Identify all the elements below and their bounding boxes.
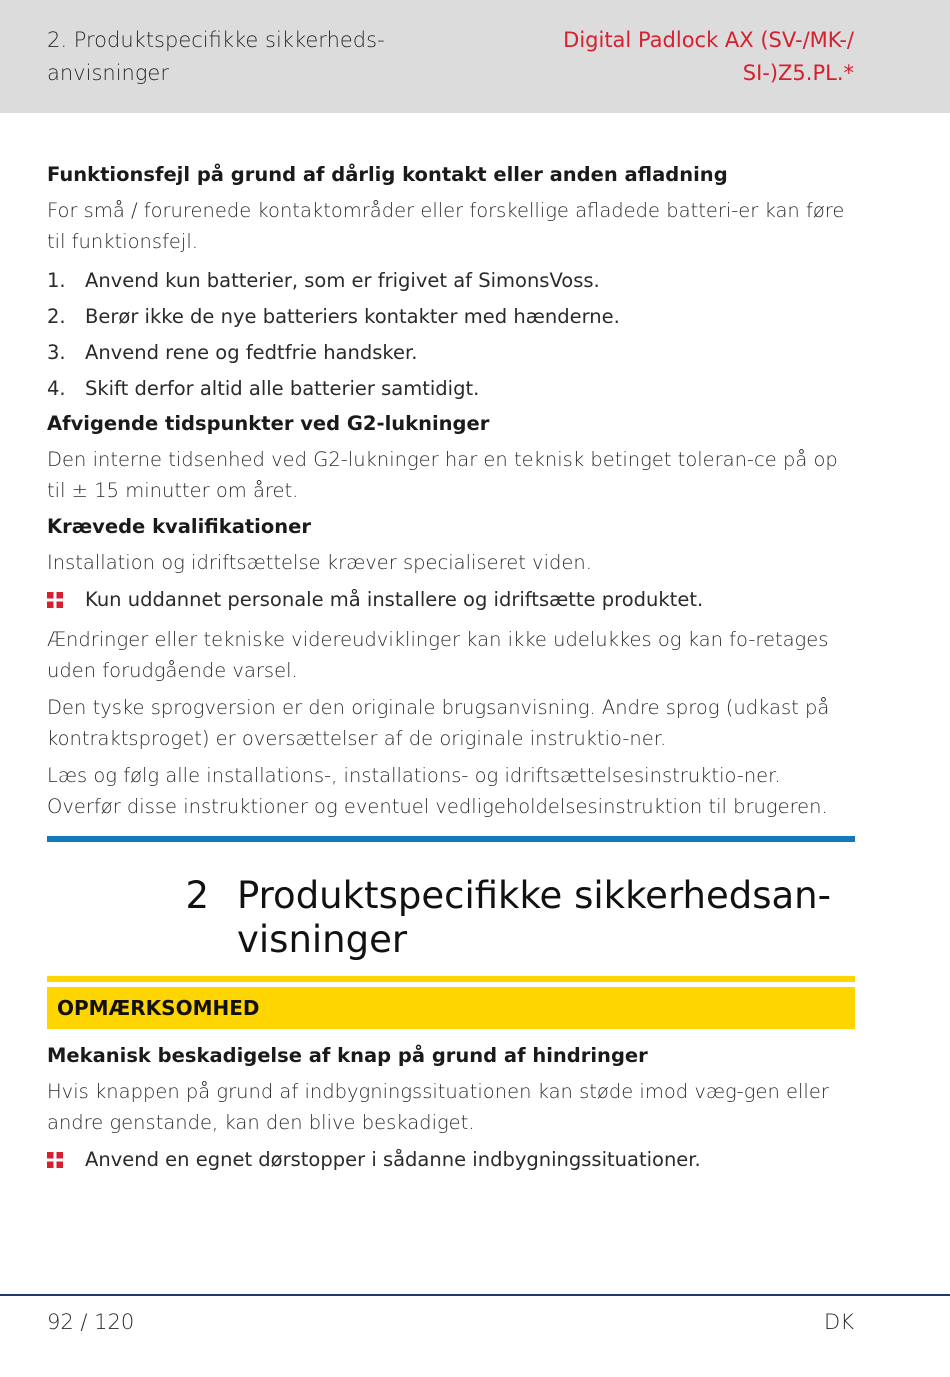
section-paragraph-malfunction: For små / forurenede kontaktområder eller forskellige afladede batteri-er kan føre til funktionsfejl. <box>47 199 845 253</box>
page-header <box>0 0 950 113</box>
list-item <box>47 299 855 335</box>
section-paragraph-qualifications: Installation og idriftsættelse kræver specialiseret viden. <box>47 551 592 574</box>
chapter-number: 2 <box>185 874 209 917</box>
header-right-line2: SI-)Z5.PL.* <box>742 61 854 85</box>
red-squares-bullet-icon <box>47 592 85 608</box>
chapter-title: Produktspecifikke sikkerhedsan-visninger <box>237 874 831 961</box>
step-text: Skift derfor altid alle batterier samtidigt. <box>85 377 480 400</box>
numbered-steps <box>47 263 855 407</box>
list-item <box>47 335 855 371</box>
header-section-title <box>47 24 447 90</box>
section-divider <box>47 836 855 842</box>
header-right-line1: Digital Padlock AX (SV-/MK-/ <box>563 28 854 52</box>
header-left-line1: 2. Produktspecifikke sikkerheds- <box>47 28 385 52</box>
header-product-title <box>474 24 854 90</box>
bullet-item <box>47 1144 855 1176</box>
page-number: 92 / 120 <box>47 1310 135 1334</box>
bullet-text: Anvend en egnet dørstopper i sådanne indbygningssituationer. <box>85 1148 701 1171</box>
paragraph-language: Den tyske sprogversion er den originale brugsanvisning. Andre sprog (udkast på kontraktsproget) er oversættelser af de originale instruktio-ner. <box>47 696 830 750</box>
paragraph-changes: Ændringer eller tekniske videreudviklinger kan ikke udelukkes og kan fo-retages uden forudgående varsel. <box>47 628 829 682</box>
attention-paragraph: Hvis knappen på grund af indbygningssituationen kan støde imod væg-gen eller andre genstande, kan den blive beskadiget. <box>47 1080 829 1134</box>
step-number: 2. <box>47 305 66 328</box>
section-heading-malfunction: Funktionsfejl på grund af dårlig kontakt eller anden afladning <box>47 163 728 186</box>
step-number: 3. <box>47 341 66 364</box>
list-item <box>47 263 855 299</box>
section-heading-qualifications: Krævede kvalifikationer <box>47 515 311 538</box>
step-number: 1. <box>47 269 66 292</box>
red-squares-bullet-icon <box>47 1152 85 1168</box>
footer-divider <box>0 1294 950 1296</box>
header-left-line2: anvisninger <box>47 61 169 85</box>
step-text: Anvend kun batterier, som er frigivet af SimonsVoss. <box>85 269 600 292</box>
section-paragraph-g2-time: Den interne tidsenhed ved G2-lukninger har en teknisk betinget toleran-ce på op til ± 15 minutter om året. <box>47 448 838 502</box>
section-heading-g2-time: Afvigende tidspunkter ved G2-lukninger <box>47 412 490 435</box>
step-text: Berør ikke de nye batteriers kontakter med hænderne. <box>85 305 620 328</box>
language-code: DK <box>824 1310 854 1334</box>
chapter-heading <box>47 874 855 962</box>
paragraph-instructions: Læs og følg alle installations-, installations- og idriftsættelsesinstruktio-ner. Overfør disse instruktioner og eventuel vedligeholdelsesinstruktion til brugeren. <box>47 764 828 818</box>
bullet-text: Kun uddannet personale må installere og idriftsætte produktet. <box>85 588 704 611</box>
attention-label: OPMÆRKSOMHED <box>47 987 855 1029</box>
page-content <box>47 160 855 1184</box>
list-item <box>47 371 855 407</box>
bullet-item <box>47 584 855 616</box>
step-text: Anvend rene og fedtfrie handsker. <box>85 341 418 364</box>
step-number: 4. <box>47 377 66 400</box>
attention-top-bar <box>47 976 855 982</box>
attention-heading: Mekanisk beskadigelse af knap på grund af hindringer <box>47 1044 648 1067</box>
